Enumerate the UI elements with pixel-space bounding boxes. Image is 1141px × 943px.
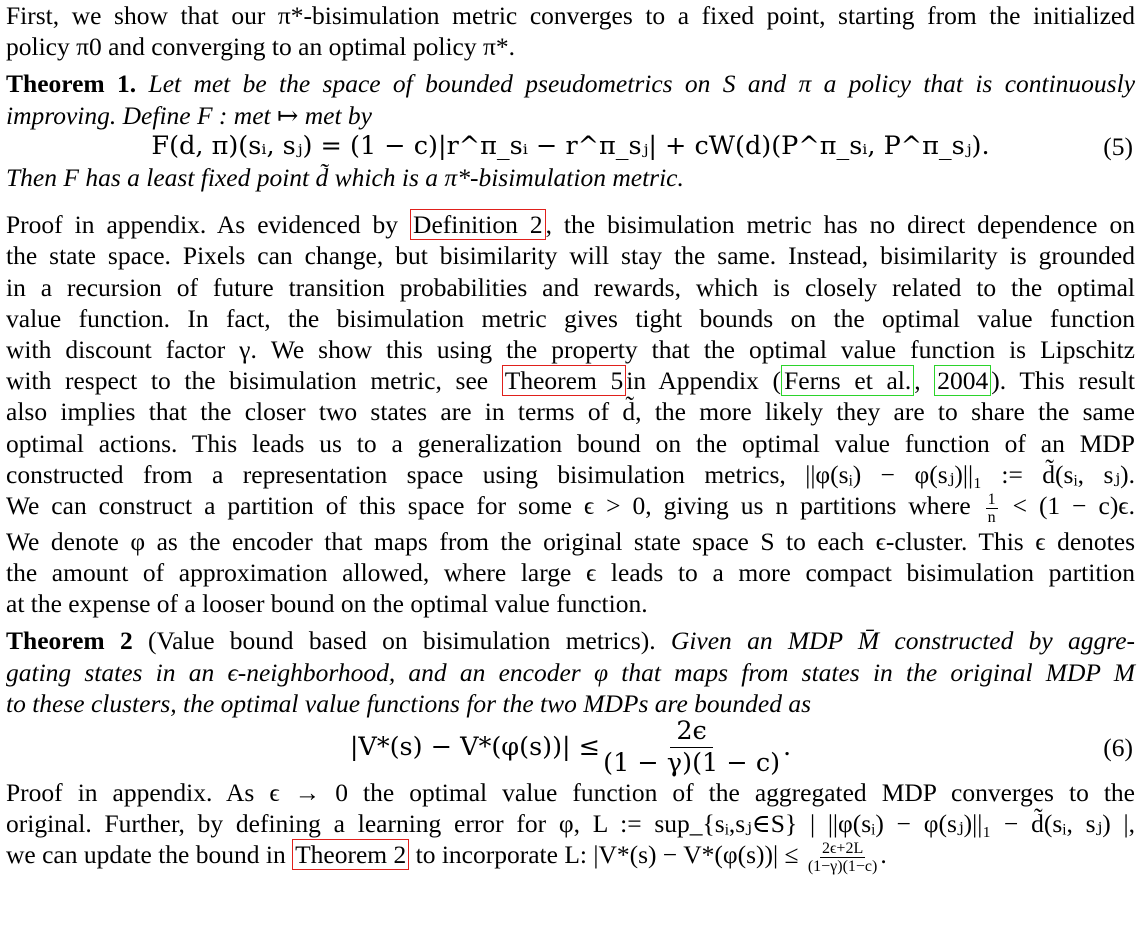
closing-l3-mid: to incorporate L: |V*(s) − V*(φ(s))| ≤: [415, 840, 799, 870]
theorem1-line-1: [6, 68, 1135, 99]
theorem2-title: (Value bound based on bisimulation metrics).: [147, 626, 656, 656]
intro-line-1: First, we show that our π*-bisimulation metric converges to a fixed point, starting from the initialized: [6, 1, 1135, 30]
frac-num: 1: [987, 490, 996, 508]
closing-l3-end: .: [880, 840, 887, 870]
ferns-citation-link[interactable]: Ferns et al.: [781, 365, 914, 396]
para-line-13: at the expense of a looser bound on the optimal value function.: [6, 589, 648, 619]
intro-line-2: policy π0 and converging to an optimal policy π*.: [6, 32, 515, 62]
para-line-5: with discount factor γ. We show this using the property that the optimal value function is Lipschitz: [6, 335, 1135, 365]
para-line-9: constructed from a representation space using bisimulation metrics, ||φ(sᵢ) − φ(sⱼ)||₁ := d̃(sᵢ, sⱼ).: [6, 459, 1135, 489]
para-l6-sep: ,: [914, 366, 921, 396]
theorem1-text-b: improving. Define F : met ↦ met by: [6, 100, 372, 130]
para-l10-pre: We can construct a partition of this space for some ϵ > 0, giving us n partitions where: [6, 491, 971, 521]
closing-frac-den: (1−γ)(1−c): [807, 857, 878, 875]
para-line-12: the amount of approximation allowed, where large ϵ leads to a more compact bisimulation partition: [6, 557, 1135, 587]
para-line-4: value function. In fact, the bisimulation metric gives tight bounds on the optimal value function: [6, 303, 1135, 333]
theorem1-label: Theorem 1.: [6, 69, 137, 99]
theorem2-line-3: to these clusters, the optimal value functions for the two MDPs are bounded as: [6, 688, 812, 718]
closing-frac-num: 2ϵ+2L: [821, 839, 864, 857]
para-l10-post: < (1 − c)ϵ.: [1012, 491, 1136, 521]
ferns-year-link[interactable]: 2004: [934, 365, 991, 396]
closing-line-2: original. Further, by defining a learning error for φ, L := sup_{sᵢ,sⱼ∈S} | ||φ(sᵢ) − φ(sⱼ)||₁ − d̃(sᵢ, sⱼ) |,: [6, 809, 1135, 839]
closing-line-3: [6, 839, 1135, 875]
theorem2-line-2: gating states in an ϵ-neighborhood, and an encoder φ that maps from states in the original MDP M: [6, 657, 1135, 687]
para-line-10: [6, 490, 1135, 526]
theorem2-text-1: Given an MDP M̄ constructed by aggre-: [670, 626, 1136, 656]
theorem2-label: Theorem 2: [6, 626, 133, 656]
frac-den: n: [987, 508, 996, 526]
para-l6-pre: with respect to the bisimulation metric, see: [6, 366, 489, 396]
theorem1-text-a: Let met be the space of bounded pseudometrics on S and π a policy that is continuously: [148, 69, 1136, 99]
para-line-6: [6, 365, 1135, 396]
para-l1-pre: Proof in appendix. As evidenced by: [6, 210, 399, 240]
closing-line-1: Proof in appendix. As ϵ → 0 the optimal value function of the aggregated MDP converges to the: [6, 777, 1135, 807]
para-line-1: [6, 209, 1135, 240]
equation-5-body: F(d, π)(sᵢ, sⱼ) = (1 − c)|r^π_sᵢ − r^π_sⱼ| + cW(d)(P^π_sᵢ, P^π_sⱼ).: [151, 130, 990, 161]
one-over-n-fraction: [986, 491, 998, 526]
para-l6-post: ). This result: [991, 366, 1136, 396]
equation-6-numerator: 2ϵ: [670, 716, 713, 748]
equation-6-end: .: [783, 732, 792, 763]
equation-6-number: (6): [1103, 733, 1133, 763]
theorem2-line-1: [6, 625, 1135, 656]
equation-6-lhs: |V*(s) − V*(φ(s))| ≤: [349, 732, 601, 763]
equation-6-denominator: (1 − γ)(1 − c): [603, 748, 781, 779]
para-line-2: the state space. Pixels can change, but bisimilarity will stay the same. Instead, bisimilarity is grounded: [6, 241, 1135, 271]
closing-l3-pre: we can update the bound in: [6, 840, 286, 870]
theorem1-conclusion: Then F has a least fixed point d̃ which is a π*-bisimulation metric.: [6, 163, 684, 193]
theorem-2-link[interactable]: Theorem 2: [292, 839, 409, 870]
equation-5-number: (5): [1103, 131, 1133, 161]
closing-fraction: [808, 840, 878, 875]
equation-6: [6, 716, 1135, 779]
para-line-7: also implies that the closer two states are in terms of d̃, the more likely they are to share the same: [6, 397, 1135, 427]
para-l6-mid: in Appendix (: [626, 366, 782, 396]
equation-5: [6, 131, 1135, 162]
para-line-11: We denote φ as the encoder that maps from the original state space S to each ϵ-cluster. This ϵ denotes: [6, 526, 1135, 556]
theorem-5-link[interactable]: Theorem 5: [502, 365, 626, 396]
equation-6-fraction: [603, 716, 780, 779]
para-l1-post: , the bisimulation metric has no direct dependence on: [545, 210, 1135, 240]
para-line-8: optimal actions. This leads us to a generalization bound on the optimal value function of an MDP: [6, 428, 1135, 458]
para-line-3: in a recursion of future transition probabilities and rewards, which is closely related to the optimal: [6, 272, 1135, 302]
definition-2-link[interactable]: Definition 2: [410, 209, 546, 240]
